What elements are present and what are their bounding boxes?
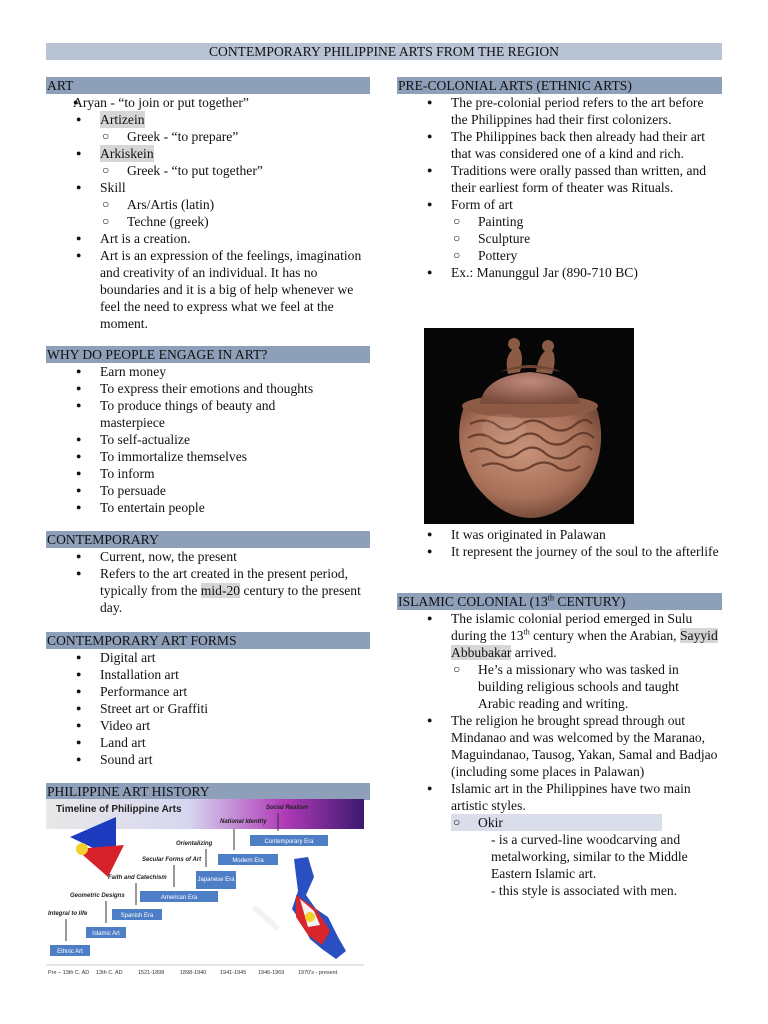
era-label: Modern Era <box>232 858 264 864</box>
circle-bullet-icon: ○ <box>453 231 461 245</box>
list-item <box>46 145 376 162</box>
timeline-date: 1941-1945 <box>220 970 247 976</box>
bullet-icon: ● <box>427 199 433 209</box>
list-item <box>46 196 376 213</box>
contemporary-list <box>46 548 376 616</box>
bullet-icon: ● <box>76 568 82 578</box>
bullet-icon: ● <box>76 400 82 410</box>
list-item <box>46 247 376 332</box>
circle-bullet-icon: ○ <box>453 214 461 228</box>
list-item <box>397 128 727 162</box>
timeline-label: Social Realism <box>266 805 309 811</box>
list-item <box>46 734 376 751</box>
bullet-icon: ● <box>427 529 433 539</box>
timeline-date: 1521-1898 <box>138 970 165 976</box>
list-item-text: Arkiskein <box>100 146 154 161</box>
bullet-icon: ● <box>427 131 433 141</box>
era-label: American Era <box>160 895 198 901</box>
bullet-icon: ● <box>76 737 82 747</box>
section-header-history: PHILIPPINE ART HISTORY <box>46 783 370 800</box>
list-item <box>397 780 727 814</box>
list-item-text: Art is a creation. <box>100 231 191 246</box>
circle-bullet-icon: ○ <box>102 197 110 211</box>
timeline-title: Timeline of Philippine Arts <box>56 804 182 815</box>
list-item <box>46 431 376 448</box>
bullet-icon: ● <box>76 669 82 679</box>
list-item-text: To produce things of beauty and masterpiece <box>100 398 276 430</box>
bullet-icon: ● <box>76 485 82 495</box>
list-item-text: It represent the journey of the soul to the afterlife <box>451 544 719 559</box>
precolonial-after-list <box>397 526 727 560</box>
art-forms-list <box>46 649 376 768</box>
bullet-icon: ● <box>76 114 82 124</box>
list-item-text: Islamic art in the Philippines have two main artistic styles. <box>451 781 691 813</box>
okir-desc-2: - this style is associated with men. <box>491 883 678 898</box>
section-header-islamic: ISLAMIC COLONIAL (13th CENTURY) <box>397 593 722 610</box>
bullet-icon: ● <box>76 551 82 561</box>
list-item <box>46 111 376 128</box>
timeline-label: National Identity <box>220 819 267 825</box>
list-item-text: Greek - “to put together” <box>127 163 263 178</box>
list-item-text: Pottery <box>478 248 518 263</box>
list-item-text: Techne (greek) <box>127 214 209 229</box>
list-item <box>397 162 727 196</box>
circle-bullet-icon: ○ <box>102 163 110 177</box>
list-item-text: He’s a missionary who was tasked in building religious schools and taught Arabic reading and writing. <box>478 662 679 711</box>
bullet-icon: ● <box>76 686 82 696</box>
list-item <box>397 264 727 281</box>
list-item-text: The pre-colonial period refers to the art before the Philippines had their first colonizers. <box>451 95 704 127</box>
manunggul-jar-image <box>424 328 634 524</box>
era-label: Japanese Era <box>197 877 235 883</box>
list-item <box>46 666 376 683</box>
timeline-image <box>46 799 364 979</box>
bullet-icon: ● <box>76 233 82 243</box>
list-item-text: Painting <box>478 214 524 229</box>
list-item <box>397 526 727 543</box>
list-item <box>46 499 376 516</box>
list-item <box>397 230 727 247</box>
list-item-text: To express their emotions and thoughts <box>100 381 314 396</box>
section-header-art: ART <box>46 77 370 94</box>
list-item-text: Art is an expression of the feelings, imagination and creativity of an individual. It has no boundaries and it is a big of help whenever we feel the need to express what we feel at the moment. <box>100 248 362 331</box>
timeline-date: 1946-1969 <box>258 970 285 976</box>
list-item <box>46 363 376 380</box>
section-header-why: WHY DO PEOPLE ENGAGE IN ART? <box>46 346 370 363</box>
list-item <box>46 162 376 179</box>
list-item-text: To immortalize themselves <box>100 449 248 464</box>
bullet-icon: ● <box>76 754 82 764</box>
list-item-text: Sculpture <box>478 231 531 246</box>
list-item <box>46 717 376 734</box>
list-item-text: Ex.: Manunggul Jar (890-710 BC) <box>451 265 638 280</box>
bullet-icon: ● <box>76 148 82 158</box>
list-item-okir <box>451 814 662 831</box>
list-item <box>46 683 376 700</box>
list-item <box>46 649 376 666</box>
list-item-text: Current, now, the present <box>100 549 237 564</box>
bullet-icon: ● <box>427 97 433 107</box>
list-item <box>46 213 376 230</box>
era-label: Contemporary Era <box>264 839 314 845</box>
list-item-text: Form of art <box>451 197 513 212</box>
list-item-text: Okir <box>478 815 503 830</box>
section-header-precolonial: PRE-COLONIAL ARTS (ETHNIC ARTS) <box>397 77 722 94</box>
list-item-text: It was originated in Palawan <box>451 527 606 542</box>
list-item-text: To persuade <box>100 483 166 498</box>
circle-bullet-icon: ○ <box>453 815 461 829</box>
bullet-icon: ● <box>76 451 82 461</box>
list-item <box>397 661 727 712</box>
list-item <box>46 548 376 565</box>
bullet-icon: ● <box>76 652 82 662</box>
list-item-text: Earn money <box>100 364 167 379</box>
islamic-list <box>397 610 727 899</box>
why-list <box>46 363 376 516</box>
okir-desc-1: - is a curved-line woodcarving and metalworking, similar to the Middle Eastern Islamic art. <box>491 832 688 881</box>
bullet-icon: ● <box>427 783 433 793</box>
list-item-text: Sound art <box>100 752 153 767</box>
bullet-icon: ● <box>427 165 433 175</box>
timeline-label: Faith and Catechism <box>108 875 167 881</box>
list-item <box>46 751 376 768</box>
bullet-icon: ● <box>76 250 82 260</box>
bullet-icon: ● <box>427 546 433 556</box>
bullet-icon: ● <box>427 715 433 725</box>
timeline-label: Orientalizing <box>176 841 213 847</box>
list-item <box>46 128 376 145</box>
timeline-date: 1898-1940 <box>180 970 207 976</box>
bullet-icon: ● <box>76 383 82 393</box>
list-item-text: Street art or Graffiti <box>100 701 209 716</box>
list-item-text: Video art <box>100 718 151 733</box>
list-item <box>397 94 727 128</box>
list-item-text: Aryan - “to join or put together” <box>73 95 249 110</box>
list-item-text: To entertain people <box>100 500 205 515</box>
bullet-icon: ● <box>76 502 82 512</box>
list-item-text: Performance art <box>100 684 188 699</box>
timeline-label: Geometric Designs <box>70 893 125 899</box>
list-item <box>46 700 376 717</box>
list-item <box>397 196 727 213</box>
highlight-sayyid: Sayyid Abbubakar <box>451 628 718 660</box>
list-item-text: Installation art <box>100 667 179 682</box>
bullet-icon: ● <box>427 267 433 277</box>
list-item <box>397 247 727 264</box>
list-item-text: Artizein <box>100 112 145 127</box>
list-item-text: The islamic colonial period emerged in Sulu during the 13th century when the Arabian, Sayyid Abbubakar arrived. <box>451 611 718 660</box>
timeline-date: Pre – 13th C. AD <box>48 970 90 976</box>
list-item-text: The religion he brought spread through out Mindanao and was welcomed by the Maranao, Maguindanao, Tausog, Yakan, Samal and Badjao (including some places in Palawan) <box>451 713 718 779</box>
list-item <box>46 94 376 111</box>
list-item-text: Digital art <box>100 650 156 665</box>
circle-bullet-icon: ○ <box>102 129 110 143</box>
list-item <box>46 179 376 196</box>
bullet-icon: ● <box>76 182 82 192</box>
era-label: Islamic Art <box>92 931 120 937</box>
circle-bullet-icon: ○ <box>453 662 461 676</box>
list-item-text: The Philippines back then already had their art that was considered one of a kind and rich. <box>451 129 706 161</box>
list-item <box>46 482 376 499</box>
bullet-icon: ● <box>76 366 82 376</box>
list-item <box>46 565 376 616</box>
okir-description <box>397 831 727 882</box>
precolonial-list <box>397 94 727 281</box>
timeline-label: Secular Forms of Art <box>142 857 202 863</box>
circle-bullet-icon: ○ <box>102 214 110 228</box>
list-item <box>46 448 376 465</box>
list-item-text: To self-actualize <box>100 432 190 447</box>
list-item <box>397 610 727 661</box>
list-item-text: Land art <box>100 735 146 750</box>
list-item-text: Refers to the art created in the present period, typically from the mid-20 century to the present day. <box>100 566 361 615</box>
section-header-art-forms: CONTEMPORARY ART FORMS <box>46 632 370 649</box>
list-item-text: Traditions were orally passed than written, and their earliest form of theater was Rituals. <box>451 163 707 195</box>
timeline-date: 13th C. AD <box>96 970 123 976</box>
timeline-date: 1970's - present <box>298 970 338 976</box>
list-item <box>397 213 727 230</box>
bullet-icon: ● <box>76 720 82 730</box>
timeline-label: Integral to life <box>48 911 88 917</box>
list-item-text: Skill <box>100 180 126 195</box>
list-item-text: To inform <box>100 466 155 481</box>
section-header-contemporary: CONTEMPORARY <box>46 531 370 548</box>
circle-bullet-icon: ○ <box>453 248 461 262</box>
highlight-mid-20: mid-20 <box>200 583 241 598</box>
bullet-icon: ● <box>427 613 433 623</box>
list-item <box>46 230 376 247</box>
list-item <box>397 543 727 560</box>
bullet-icon: ● <box>76 703 82 713</box>
list-item <box>46 397 376 431</box>
art-list <box>46 94 376 332</box>
bullet-icon: ● <box>76 468 82 478</box>
list-item <box>46 465 376 482</box>
list-item <box>397 712 727 780</box>
list-item-text: Greek - “to prepare” <box>127 129 239 144</box>
era-label: Spanish Era <box>120 913 154 919</box>
page-title: CONTEMPORARY PHILIPPINE ARTS FROM THE REGION <box>46 43 722 60</box>
list-item <box>46 380 376 397</box>
list-item-text: Ars/Artis (latin) <box>127 197 215 212</box>
era-label: Ethnic Art <box>57 949 83 955</box>
bullet-icon: ● <box>76 434 82 444</box>
okir-description <box>397 882 727 899</box>
